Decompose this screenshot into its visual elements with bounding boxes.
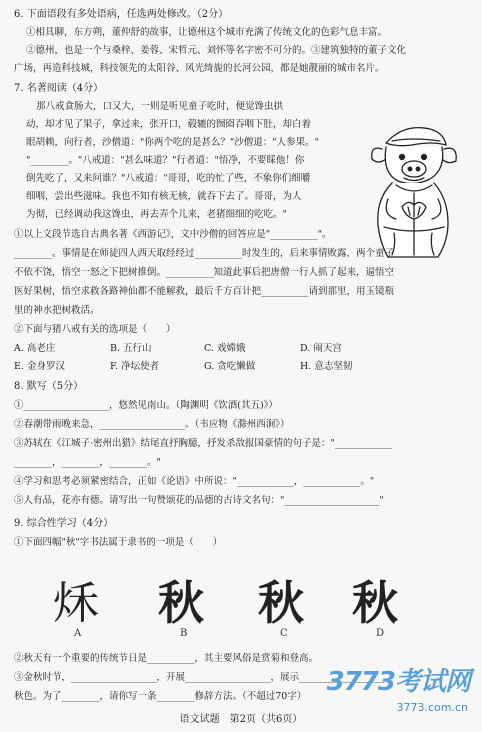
q7-option-h: H. 意志坚韧: [300, 361, 353, 372]
q9-item-3: ③金秋时节，__________________，开展__________________，展示__________________: [14, 672, 385, 683]
calligraphy-option-c: 秋: [258, 576, 304, 630]
calligraphy-label-b: B: [180, 628, 188, 639]
q8-item-2: ②春潮带雨晚来急，__________________。（韦应物《滁州西涧》）: [14, 419, 290, 430]
watermark-url: 3773.com.cn: [396, 701, 468, 714]
calligraphy-option-d: 秋: [352, 576, 398, 630]
q7-option-c: C. 戏嫦娥: [204, 343, 246, 354]
calligraphy-label-c: C: [280, 628, 288, 639]
q8-item-1: ①__________________，悠然见南山。（陶渊明《饮酒(其五)》）: [14, 400, 278, 411]
calligraphy-option-b: 秋: [158, 576, 204, 630]
q8-item-3: ③苏轼在《江城子·密州出猎》结尾直抒胸臆，抒发杀敌报国豪情的句子是："____________: [14, 438, 392, 449]
q7-passage-line-1: 那八戒食肠大，口又大，一则是听见童子吃时，便觉馋虫拱: [36, 101, 284, 112]
q9-item-1: ①下面四幅"秋"字书法属于隶书的一项是（ ）: [14, 537, 223, 548]
q7-question-1-line-4: 医好果树，悟空求救各路神仙都不能解救，最后千方百计把__________请到那里，用玉镜瓶: [14, 286, 395, 297]
q7-option-d: D. 闹天宫: [300, 343, 342, 354]
q8-item-3-cont: ________，________，________。": [14, 457, 161, 468]
q7-question-2: ②下面与猪八戒有关的选项是（ ）: [14, 324, 176, 335]
q7-passage-line-5: 倒先吃了，又来问谁？"八戒道："哥哥，吃的忙了些，不象你们细嚼: [26, 173, 311, 184]
q7-option-e: E. 金身罗汉: [14, 361, 65, 372]
q7-question-1-line-1: ①以上文段节选自古典名著《西游记》，文中沙僧的回答应是"__________"。: [14, 229, 332, 240]
q7-passage-line-6: 细咽，尝出些滋味。我也不知有核无核，就吞下去了。哥哥，为人: [26, 191, 302, 202]
watermark-logo: 3773考试网: [326, 667, 470, 697]
zhu-bajie-illustration: [352, 115, 472, 265]
page-footer: 语文试题 第2页（共6页）: [179, 714, 303, 725]
q7-heading: 7. 名著阅读（4分）: [14, 83, 104, 94]
q6-line-3: 广场，再造科技城，科技领先的太阳谷、风光绮旎的长河公园，都是她靓丽的城市名片。: [14, 63, 385, 74]
q6-line-2: ②德州，也是一个与桑梓、姜蓉、宋哲元、刘怀等名字密不可分的。③建筑独特的董子文化: [26, 45, 407, 56]
q9-item-2: ②秋天有一个重要的传统节日是__________，其主要风俗是赏菊和登高。: [14, 653, 319, 664]
q6-line-1: ①相具聊，东方朔，董仲舒的故事，让德州这个城市充满了传统文化的色彩气息丰富。: [26, 27, 388, 38]
q9-heading: 9. 综合性学习（4分）: [14, 518, 114, 529]
q8-heading: 8. 默写（5分）: [14, 381, 84, 392]
calligraphy-label-a: A: [74, 628, 82, 639]
q7-question-1-line-3: 不依不饶，悟空一怒之下把树推倒。__________知道此事后把唐僧一行人抓了起来，逼悟空: [14, 267, 395, 278]
q9-item-3-cont: 秋色。为了________，请你写一条________修辞方法。（不超过70字）: [14, 691, 307, 702]
q6-heading: 6. 下面语段有多处语病，任选两处修改。（2分）: [14, 9, 229, 20]
q7-option-g: G. 贪吃懒做: [204, 361, 256, 372]
calligraphy-option-a: 秌: [52, 578, 100, 629]
q8-item-4: ④学习和思考必须紧密结合，正如《论语》中所说："____________，____________。": [14, 476, 375, 487]
q8-item-5: ⑤人有品，花亦有德。请写出一句赞颂花的品德的古诗文名句："____________________": [14, 495, 384, 506]
q7-question-1-line-2: ________。事情是在师徒四人西天取经经过__________时发生的，后来事情败露，两个童子: [14, 248, 395, 259]
q7-passage-line-3: 眼胡赖，向行者，沙僧道："你两个吃的是甚么？"沙僧道："人参果。": [26, 137, 319, 148]
q7-passage-line-2: 动，却才见了果子，拿过来，张开口，毂辘的囫囵吞咽下肚，却白着: [26, 119, 312, 130]
q7-passage-line-4: "________。"八戒道："甚么味道？"行者道："悟净，不要睬他！你: [26, 155, 305, 166]
q7-question-1-line-5: 里的神水把树救活。: [14, 305, 100, 316]
calligraphy-label-d: D: [376, 628, 385, 639]
q7-option-f: F. 净坛使者: [110, 361, 160, 372]
q7-option-b: B. 五行山: [110, 343, 152, 354]
q7-passage-line-7: 为彻，已经调动我这馋虫，再去弄个儿来，老猪细细的吃吃。": [26, 209, 287, 220]
q7-option-a: A. 高老庄: [14, 343, 56, 354]
